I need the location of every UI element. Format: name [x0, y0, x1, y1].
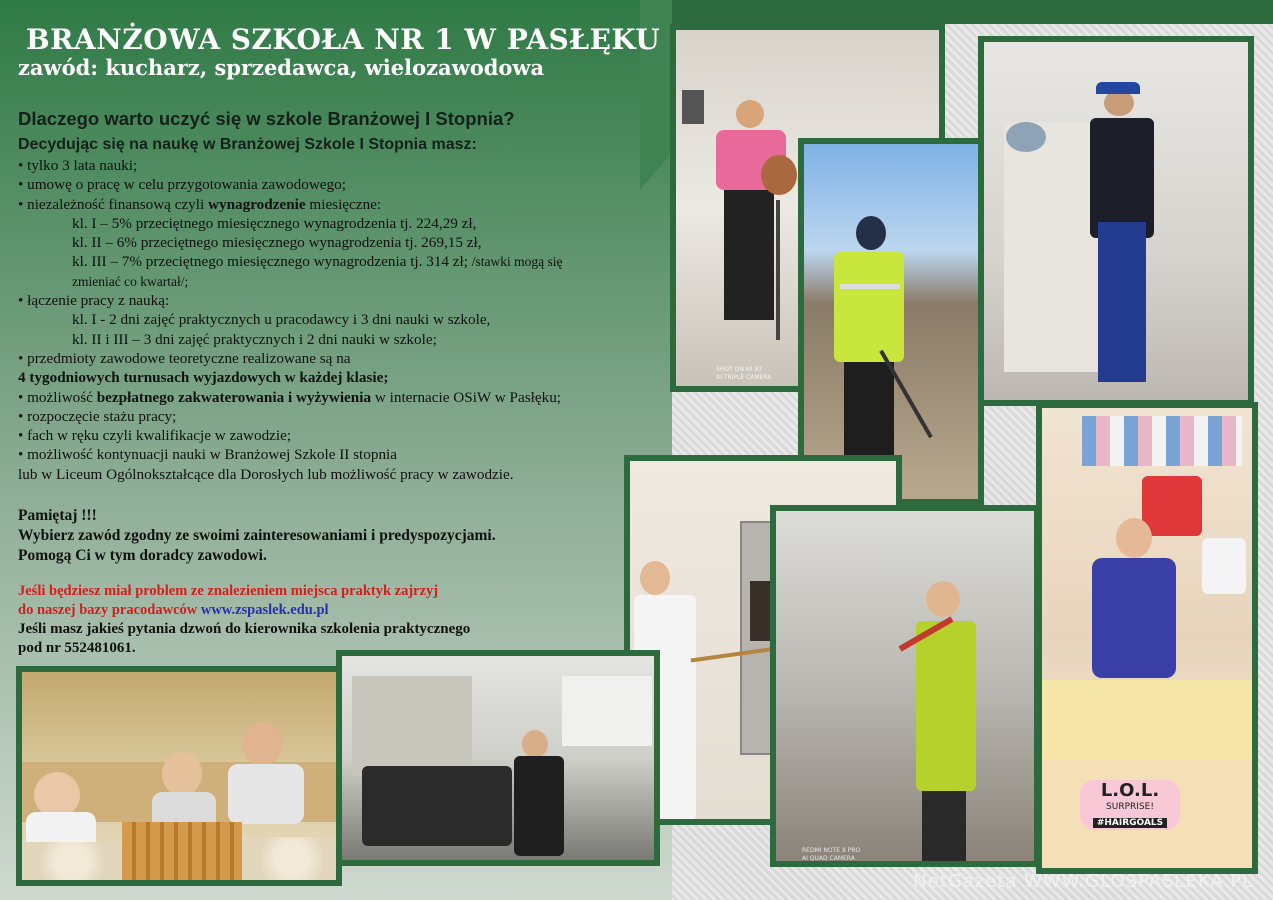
top-bar	[672, 0, 1273, 24]
question-heading: Dlaczego warto uczyć się w szkole Branżowej I Stopnia?	[18, 108, 515, 129]
photo-cooks-pastries	[16, 666, 342, 886]
practice-item: kl. II i III – 3 dni zajęć praktycznych i 2 dni nauki w szkole;	[72, 330, 437, 348]
list-item: • tylko 3 lata nauki;	[18, 157, 138, 174]
list-item: lub w Liceum Ogólnokształcące dla Dorosłych lub możliwość pracy w zawodzie.	[18, 465, 514, 483]
lead-heading: Decydując się na naukę w Branżowej Szkole I Stopnia masz:	[18, 136, 477, 153]
photo-construction-worker	[798, 138, 984, 505]
remember-text: Wybierz zawód zgodny ze swoimi zainteresowaniami i predyspozycjami.	[18, 527, 496, 545]
camera-caption: SHOT ON MI 9T	[716, 366, 763, 373]
list-item: • możliwość bezpłatnego zakwaterowania i wyżywienia w internacie OSiW w Pasłęku;	[18, 388, 562, 406]
photo-shop-assistant	[1036, 402, 1258, 874]
list-item: • możliwość kontynuacji nauki w Branżowej Szkole II stopnia	[18, 446, 398, 464]
contact-info: Jeśli masz jakieś pytania dzwoń do kierownika szkolenia praktycznego	[18, 621, 471, 638]
wage-item: kl. II – 6% przeciętnego miesięcznego wynagrodzenia tj. 269,15 zł,	[72, 234, 482, 252]
watermark: NetGazeta WWW.GLOSPASLEKA.PL	[913, 871, 1253, 892]
list-item: • fach w ręku czyli kwalifikacje w zawodzie;	[18, 427, 292, 445]
poster-subtitle: zawód: kucharz, sprzedawca, wielozawodowa	[18, 55, 545, 80]
remember-text: Pomogą Ci w tym doradcy zawodowi.	[18, 547, 267, 565]
wage-item: kl. I – 5% przeciętnego miesięcznego wynagrodzenia tj. 224,29 zł,	[72, 214, 477, 232]
employer-base-info: do naszej bazy pracodawców www.zspaslek.edu.pl	[18, 602, 329, 619]
wage-item: kl. III – 7% przeciętnego miesięcznego wynagrodzenia tj. 314 zł; /stawki mogą się	[72, 253, 563, 271]
lol-logo: L.O.L. SURPRISE! #HAIRGOALS	[1080, 780, 1180, 830]
camera-caption: AI QUAD CAMERA	[802, 855, 855, 862]
photo-mechanic-welding	[770, 505, 1040, 867]
text-area	[18, 24, 668, 658]
list-item: • niezależność finansową czyli wynagrodzenie miesięczne:	[18, 195, 382, 213]
wage-note: zmieniać co kwartał/;	[72, 273, 189, 289]
camera-caption: AI TRIPLE CAMERA	[716, 374, 772, 381]
photo-auto-workshop	[336, 650, 660, 866]
list-item: • umowę o pracę w celu przygotowania zawodowego;	[18, 176, 346, 194]
employer-base-info: Jeśli będziesz miał problem ze znalezieniem miejsca praktyk zajrzyj	[18, 583, 439, 600]
practice-item: kl. I - 2 dni zajęć praktycznych u pracodawcy i 3 dni nauki w szkole,	[72, 311, 491, 329]
camera-caption: REDMI NOTE 8 PRO	[802, 847, 861, 854]
remember-heading: Pamiętaj !!!	[18, 507, 97, 525]
contact-phone: pod nr 552481061.	[18, 640, 136, 657]
list-item: • rozpoczęcie stażu pracy;	[18, 407, 177, 425]
photo-woodworking-machine	[978, 36, 1254, 406]
list-item: • łączenie pracy z nauką:	[18, 292, 170, 310]
list-item-bold: 4 tygodniowych turnusach wyjazdowych w każdej klasie;	[18, 369, 389, 387]
school-website-link[interactable]: www.zspaslek.edu.pl	[200, 602, 329, 619]
poster-title: BRANŻOWA SZKOŁA NR 1 W PASŁĘKU	[26, 23, 661, 56]
list-item: • przedmioty zawodowe teoretyczne realizowane są na	[18, 349, 351, 367]
